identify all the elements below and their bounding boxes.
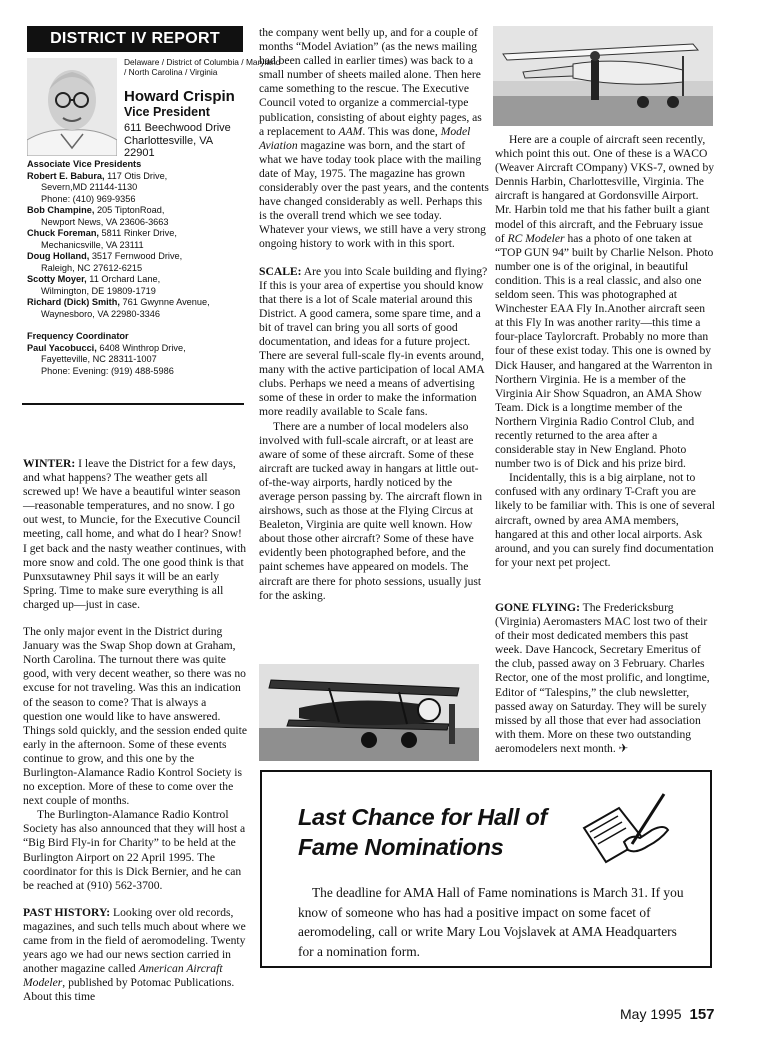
local-modelers-paragraph: There are a number of local modelers also involved with full-scale aircraft, or at least are aware of some of these aircraft. Some of these aircraft are tucked away in hangars at little out-of-the-way airports, hardly noticed by the average person passing by. The aircraft flown in airshows, such as those at the Flying Circus at Bealeton, Virginia are quite well known. How about those other aircraft? Some of these have evidently been photographed before, and the paint schemes have appeared on models. The aircraft are there for photo sessions, usually just for the asking. xyxy=(259,419,483,602)
vice-president-name: Howard Crispin xyxy=(124,88,235,105)
hall-of-fame-body: The deadline for AMA Hall of Fame nominations is March 31. If you know of someone who has had a positive impact on some facet of aeromodeling, call or write Mary Lou Vojslavek at AMA Headquarters for a nomination form. xyxy=(298,885,684,959)
burlington-paragraph: The Burlington-Alamance Radio Kontrol Society has also announced that they will host a “Big Bird Fly-in for Charity” to be held at the Burlington Airport on 22 April 1995. The coordinator for this is Dick Bernier, and he can be reached at (910) 562-3700. xyxy=(23,808,246,892)
avp-heading: Associate Vice Presidents xyxy=(27,159,142,169)
page-footer xyxy=(620,1006,715,1023)
page-number: 157 xyxy=(689,1006,715,1023)
hall-of-fame-title: Last Chance for Hall of Fame Nominations xyxy=(298,804,548,860)
report-header: DISTRICT IV REPORT xyxy=(27,26,243,52)
scale-paragraph: SCALE: Are you into Scale building and flying? If this is your area of expertise you should know that there is a lot of Scale material around this District. A good camera, some spare time, and a bit of travel can bring you all sorts of good documentation, and ideas for a future project. There are several full-scale fly-in events around, many with the active participation of local AMA clubs. Perhaps we need a means of advertising some of these in order to make the information more readily available to Scale fans. xyxy=(259,264,488,419)
avp-entry-line: Newport News, VA 23606-3663 xyxy=(41,216,169,227)
freq-line: Phone: Evening: (919) 488-5986 xyxy=(41,365,174,376)
frequency-coordinator xyxy=(27,331,252,377)
vice-president-photo xyxy=(27,58,117,156)
avp-entry: Scotty Moyer, 11 Orchard Lane, xyxy=(27,274,161,284)
address-line: Charlottesville, VA xyxy=(124,134,214,147)
avp-entry-line: Raleigh, NC 27612-6215 xyxy=(41,262,143,273)
taylorcraft-photo xyxy=(493,26,713,126)
associate-vice-presidents xyxy=(27,159,252,320)
avp-entry: Doug Holland, 3517 Fernwood Drive, xyxy=(27,251,183,261)
aircraft-paragraph: Here are a couple of aircraft seen recently, which point this out. One of these is a WACO (Weaver Aircraft COmpany) VKS-7, owned by Dennis Harbin, Charlottesville, Virginia. The aircraft is hangared at Gordonsville Airport. Mr. Harbin told me that his father built a giant model of this aircraft, and the February issue of RC Modeler has a photo of one taken at “TOP GUN 94” built by Charlie Nelson. Photo number one is of the original, in beautiful condition. This is a real classic, and also one seldom seen. This was photographed at Winchester EAA Fly In.Another aircraft seen at this Fly In was another rarity—this time a four-place Taylorcraft. Probably no more than four of these exist today. This one is owned by Dick Hauser, and hangared at the Warrenton in Northern Virginia. He is a member of the Virginia Air Show Squadron, an AMA Show Team. Dick is a longtime member of the Northern Virginia Radio Control Club, and recently returned to the area after a considerable stay in New England. Photo number two is of Dick and his prize bird. xyxy=(495,133,715,471)
vice-president-title: Vice President xyxy=(124,105,210,119)
column-3 xyxy=(495,133,715,570)
avp-entry-line: Severn,MD 21144-1130 xyxy=(41,182,138,192)
past-history-paragraph: PAST HISTORY: Looking over old records, magazines, and such tells much about where we came from in the field of aeromodeling. Twenty years ago we had our news section carried in another magazine called American Aircraft Modeler, published by Potomac Publications. About this time xyxy=(23,905,246,1004)
freq-heading: Frequency Coordinator xyxy=(27,331,129,341)
district-regions: Delaware / District of Columbia / Maryland / North Carolina / Virginia xyxy=(124,57,281,77)
avp-entry: Richard (Dick) Smith, 761 Gwynne Avenue, xyxy=(27,297,210,307)
avp-entry-line: Wilmington, DE 19809-1719 xyxy=(41,285,156,296)
column-1 xyxy=(23,457,248,1004)
address-line: 22901 xyxy=(124,147,155,160)
gone-flying-paragraph: GONE FLYING: The Fredericksburg (Virginia) Aeromasters MAC lost two of their of their most dedicated members this past week. Dave Hancock, Secretary Emeritus of the club, passed away on 3 February. Charles Rector, one of the most prolific, and longtime, Editor of “Talespins,” the club newsletter, passed away on Saturday. They will be surely missed by all those that ever had association with them. More on these two outstanding aeromodelers next month. ✈ xyxy=(495,601,710,755)
waco-biplane-photo xyxy=(259,664,479,761)
avp-entry-line: Mechanicsville, VA 23111 xyxy=(41,239,144,250)
section-divider xyxy=(22,403,244,405)
avp-entry-line: Waynesboro, VA 22980-3346 xyxy=(41,308,161,319)
avp-entry: Chuck Foreman, 5811 Rinker Drive, xyxy=(27,228,177,238)
avp-entry: Robert E. Babura, 117 Otis Drive, xyxy=(27,170,168,181)
avp-entry-line: Phone: (410) 969-9356 xyxy=(41,193,136,204)
avp-entry: Bob Champine, 205 TiptonRoad, xyxy=(27,205,165,215)
gone-flying-section xyxy=(495,601,715,756)
incidentally-paragraph: Incidentally, this is a big airplane, not to confused with any ordinary T-Craft you are likely to be familiar with. This is one of several aircraft, owned by area AMA members, hangared at this and other local airports. Ask around, and you can surely find documentation for your next pet project. xyxy=(495,471,716,569)
vice-president-address xyxy=(124,122,231,160)
address-line: 611 Beechwood Drive xyxy=(124,122,231,134)
swap-shop-paragraph: The only major event in the District during January was the Swap Shop down at Graham, North Carolina. The turnout there was quite good, with very decent weather, so there was no excuse for not traveling. Was this an indication of the season to come? That is always a question one would like to have answered. Things sold quickly, and the session ended quite early in the afternoon. Some of these events continue to grow, and this one by the Burlington-Alamance Radio Kontrol Society is no exception. More of these to come over the next couple of months. xyxy=(23,625,248,808)
writing-hand-icon xyxy=(574,788,674,868)
freq-line: Fayetteville, NC 28311-1007 xyxy=(41,354,157,364)
winter-paragraph: WINTER: I leave the District for a few days, and what happens? The weather gets all screwed up! We have a beautiful winter season—reasonable temperatures, and no snow. I go out west, to Muncie, for the Executive Council meeting, call home, and what do I hear? Snow! I get back and the nasty weather continues, with more snow and cold. The one good think is that Punxsutawney Phil says it will be an early Spring. Time to make sure everything is all charged up—just in case. xyxy=(23,457,247,611)
issue-date: May 1995 xyxy=(620,1006,682,1022)
column-2 xyxy=(259,26,489,603)
history-continued-paragraph: the company went belly up, and for a couple of months “Model Aviation” (as the news mailing had been called in earlier times) was back to a small number of sheets mailed alone. Then here came something to the rescue. The Executive Council voted to organize a commercial-type publication, consisting of about eighty pages, as a replacement to AAM. This was done, Model Aviation magazine was born, and the start of what we have today took place with the mailing date of May, 1975. The magazine has grown considerably over the past years, and the contents have changed considerably as well. Perhaps this is the overall trend which we see today. Whatever your views, we still have a very strong ongoing history to work with in this sport. xyxy=(259,26,489,251)
freq-entry: Paul Yacobucci, 6408 Winthrop Drive, xyxy=(27,342,186,353)
hall-of-fame-box xyxy=(260,770,712,968)
